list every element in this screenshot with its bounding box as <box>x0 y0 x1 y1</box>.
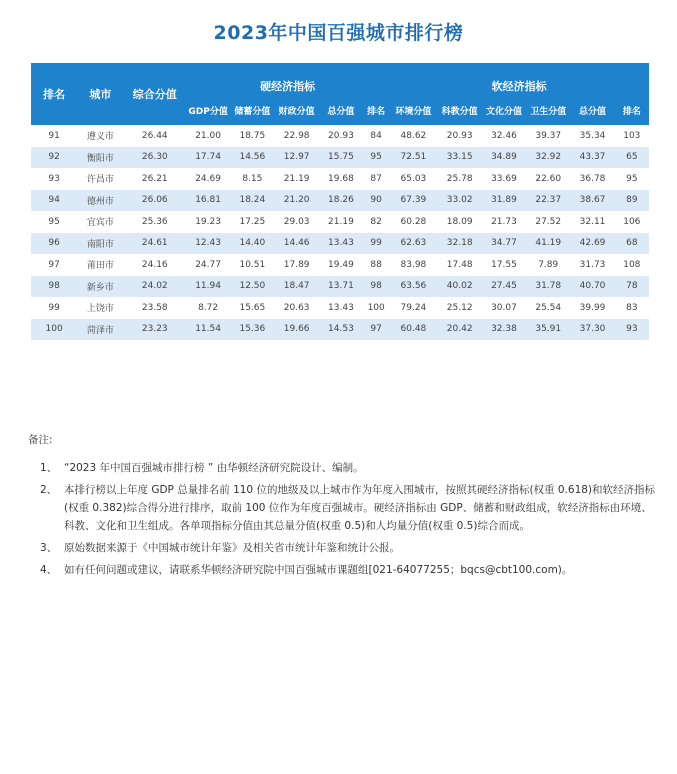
table-cell: 108 <box>615 254 649 276</box>
note-number: 1、 <box>40 462 58 474</box>
table-cell: 24.69 <box>186 168 230 190</box>
table-cell: 26.06 <box>124 190 186 212</box>
notes-title: 备注: <box>28 434 53 446</box>
table-cell: 78 <box>615 276 649 298</box>
table-cell: 32.38 <box>482 319 526 341</box>
table-cell: 14.40 <box>230 233 274 255</box>
header-soft-0: 环境分值 <box>389 95 437 125</box>
notes-section <box>28 432 658 583</box>
table-cell: 13.71 <box>319 276 363 298</box>
table-cell: 40.70 <box>570 276 614 298</box>
note-item <box>40 561 658 579</box>
table-cell: 衡阳市 <box>77 147 123 169</box>
table-cell: 79.24 <box>389 297 437 319</box>
table-cell: 39.37 <box>526 125 570 147</box>
table-cell: 34.89 <box>482 147 526 169</box>
table-cell: 35.91 <box>526 319 570 341</box>
header-hard-2: 财政分值 <box>275 95 319 125</box>
header-soft-group: 软经济指标 <box>389 63 649 95</box>
table-cell: 32.92 <box>526 147 570 169</box>
table-cell: 84 <box>363 125 389 147</box>
table-cell: 10.51 <box>230 254 274 276</box>
table-cell: 98 <box>31 276 77 298</box>
table-cell: 8.72 <box>186 297 230 319</box>
table-cell: 18.75 <box>230 125 274 147</box>
header-soft-4: 总分值 <box>570 95 614 125</box>
table-cell: 89 <box>615 190 649 212</box>
table-cell: 100 <box>363 297 389 319</box>
table-cell: 95 <box>615 168 649 190</box>
table-cell: 26.44 <box>124 125 186 147</box>
table-cell: 24.16 <box>124 254 186 276</box>
table-cell: 62.63 <box>389 233 437 255</box>
table-cell: 41.19 <box>526 233 570 255</box>
table-cell: 24.77 <box>186 254 230 276</box>
table-cell: 15.65 <box>230 297 274 319</box>
table-cell: 19.66 <box>275 319 319 341</box>
table-cell: 17.74 <box>186 147 230 169</box>
table-cell: 22.98 <box>275 125 319 147</box>
table-cell: 98 <box>363 276 389 298</box>
table-cell: 16.81 <box>186 190 230 212</box>
table-cell: 63.56 <box>389 276 437 298</box>
table-cell: 92 <box>31 147 77 169</box>
table-cell: 17.89 <box>275 254 319 276</box>
table-cell: 97 <box>363 319 389 341</box>
table-cell: 29.03 <box>275 211 319 233</box>
table-cell: 17.25 <box>230 211 274 233</box>
table-cell: 34.77 <box>482 233 526 255</box>
notes-list <box>28 459 658 579</box>
table-cell: 11.54 <box>186 319 230 341</box>
header-hard-3: 总分值 <box>319 95 363 125</box>
table-row <box>31 319 649 341</box>
table-cell: 93 <box>31 168 77 190</box>
table-cell: 40.02 <box>438 276 482 298</box>
table-cell: 莆田市 <box>77 254 123 276</box>
table-cell: 100 <box>31 319 77 341</box>
table-cell: 遵义市 <box>77 125 123 147</box>
table-cell: 42.69 <box>570 233 614 255</box>
table-cell: 18.09 <box>438 211 482 233</box>
table-cell: 95 <box>363 147 389 169</box>
table-cell: 38.67 <box>570 190 614 212</box>
table-cell: 31.73 <box>570 254 614 276</box>
table-cell: 15.75 <box>319 147 363 169</box>
table-cell: 12.43 <box>186 233 230 255</box>
header-hard-group: 硬经济指标 <box>186 63 389 95</box>
table-cell: 20.93 <box>319 125 363 147</box>
table-cell: 31.89 <box>482 190 526 212</box>
table-cell: 94 <box>31 190 77 212</box>
table-cell: 33.69 <box>482 168 526 190</box>
note-text: 原始数据来源于《中国城市统计年鉴》及相关省市统计年鉴和统计公报。 <box>64 542 400 554</box>
table-row <box>31 211 649 233</box>
table-cell: 22.37 <box>526 190 570 212</box>
table-row <box>31 254 649 276</box>
table-cell: 12.97 <box>275 147 319 169</box>
table-cell: 18.26 <box>319 190 363 212</box>
header-hard-4: 排名 <box>363 95 389 125</box>
table-cell: 上饶市 <box>77 297 123 319</box>
table-cell: 24.02 <box>124 276 186 298</box>
table-row <box>31 125 649 147</box>
table-cell: 18.24 <box>230 190 274 212</box>
header-soft-3: 卫生分值 <box>526 95 570 125</box>
table-cell: 7.89 <box>526 254 570 276</box>
table-row <box>31 147 649 169</box>
table-cell: 21.19 <box>319 211 363 233</box>
table-cell: 32.11 <box>570 211 614 233</box>
table-cell: 13.43 <box>319 233 363 255</box>
table-cell: 39.99 <box>570 297 614 319</box>
table-cell: 37.30 <box>570 319 614 341</box>
header-soft-1: 科教分值 <box>438 95 482 125</box>
table-cell: 97 <box>31 254 77 276</box>
table-cell: 19.68 <box>319 168 363 190</box>
table-cell: 48.62 <box>389 125 437 147</box>
table-cell: 14.56 <box>230 147 274 169</box>
table-cell: 新乡市 <box>77 276 123 298</box>
table-cell: 30.07 <box>482 297 526 319</box>
table-cell: 23.23 <box>124 319 186 341</box>
note-item <box>40 459 658 477</box>
note-text: “2023 年中国百强城市排行榜 ” 由华顿经济研究院设计、编制。 <box>64 462 364 474</box>
table-cell: 21.00 <box>186 125 230 147</box>
table-cell: 12.50 <box>230 276 274 298</box>
table-cell: 99 <box>31 297 77 319</box>
table-cell: 许昌市 <box>77 168 123 190</box>
table-cell: 91 <box>31 125 77 147</box>
table-cell: 93 <box>615 319 649 341</box>
table-cell: 23.58 <box>124 297 186 319</box>
table-cell: 33.15 <box>438 147 482 169</box>
note-number: 4、 <box>40 564 58 576</box>
table-cell: 27.45 <box>482 276 526 298</box>
table-row <box>31 168 649 190</box>
table-cell: 82 <box>363 211 389 233</box>
table-cell: 21.20 <box>275 190 319 212</box>
table-cell: 18.47 <box>275 276 319 298</box>
header-hard-1: 储蓄分值 <box>230 95 274 125</box>
table-cell: 35.34 <box>570 125 614 147</box>
header-rank: 排名 <box>31 63 77 125</box>
page-title: 2023年中国百强城市排行榜 <box>213 22 464 44</box>
table-cell: 103 <box>615 125 649 147</box>
table-cell: 26.21 <box>124 168 186 190</box>
table-cell: 60.48 <box>389 319 437 341</box>
table-cell: 83 <box>615 297 649 319</box>
table-row <box>31 233 649 255</box>
table-cell: 17.55 <box>482 254 526 276</box>
note-number: 2、 <box>40 484 58 496</box>
table-cell: 20.93 <box>438 125 482 147</box>
table-cell: 106 <box>615 211 649 233</box>
table-cell: 20.42 <box>438 319 482 341</box>
table-cell: 德州市 <box>77 190 123 212</box>
table-cell: 25.78 <box>438 168 482 190</box>
table-cell: 65 <box>615 147 649 169</box>
header-city: 城市 <box>77 63 123 125</box>
table-cell: 88 <box>363 254 389 276</box>
note-item <box>40 539 658 557</box>
ranking-table <box>31 63 649 340</box>
table-row <box>31 190 649 212</box>
table-cell: 26.30 <box>124 147 186 169</box>
note-item <box>40 481 658 535</box>
table-cell: 南阳市 <box>77 233 123 255</box>
table-row <box>31 276 649 298</box>
table-cell: 14.53 <box>319 319 363 341</box>
table-cell: 宜宾市 <box>77 211 123 233</box>
table-cell: 19.49 <box>319 254 363 276</box>
table-cell: 22.60 <box>526 168 570 190</box>
table-cell: 32.18 <box>438 233 482 255</box>
header-soft-2: 文化分值 <box>482 95 526 125</box>
table-cell: 21.19 <box>275 168 319 190</box>
header-soft-5: 排名 <box>615 95 649 125</box>
table-cell: 21.73 <box>482 211 526 233</box>
table-cell: 72.51 <box>389 147 437 169</box>
table-cell: 17.48 <box>438 254 482 276</box>
table-cell: 31.78 <box>526 276 570 298</box>
table-row <box>31 297 649 319</box>
table-cell: 15.36 <box>230 319 274 341</box>
header-hard-0: GDP分值 <box>186 95 230 125</box>
table-cell: 65.03 <box>389 168 437 190</box>
table-cell: 14.46 <box>275 233 319 255</box>
table-cell: 36.78 <box>570 168 614 190</box>
table-cell: 43.37 <box>570 147 614 169</box>
table-cell: 25.36 <box>124 211 186 233</box>
table-cell: 20.63 <box>275 297 319 319</box>
table-cell: 68 <box>615 233 649 255</box>
table-cell: 67.39 <box>389 190 437 212</box>
table-cell: 13.43 <box>319 297 363 319</box>
table-cell: 87 <box>363 168 389 190</box>
table-cell: 33.02 <box>438 190 482 212</box>
table-cell: 83.98 <box>389 254 437 276</box>
table-cell: 60.28 <box>389 211 437 233</box>
table-cell: 32.46 <box>482 125 526 147</box>
table-cell: 25.12 <box>438 297 482 319</box>
table-cell: 90 <box>363 190 389 212</box>
table-cell: 11.94 <box>186 276 230 298</box>
table-cell: 8.15 <box>230 168 274 190</box>
table-cell: 95 <box>31 211 77 233</box>
note-text: 本排行榜以上年度 GDP 总量排名前 110 位的地级及以上城市作为年度入围城市，按照其硬经济指标(权重 0.618)和软经济指标(权重 0.382)综合得分进行排序，取前 100 位作为年度百强城市。硬经济指标由 GDP、储蓄和财政组成，软经济指标由环境、科教、文化和卫生组成。各单项指标分值由其总量分值(权重 0.5)和人均量分值(权重 0.5)综合而成。 <box>64 484 656 532</box>
table-cell: 19.23 <box>186 211 230 233</box>
table-cell: 96 <box>31 233 77 255</box>
table-cell: 27.52 <box>526 211 570 233</box>
table-cell: 24.61 <box>124 233 186 255</box>
header-score: 综合分值 <box>124 63 186 125</box>
note-number: 3、 <box>40 542 58 554</box>
note-text: 如有任何问题或建议，请联系华顿经济研究院中国百强城市课题组[021-64077255；bqcs@cbt100.com)。 <box>64 564 573 576</box>
table-cell: 25.54 <box>526 297 570 319</box>
table-cell: 菏泽市 <box>77 319 123 341</box>
table-cell: 99 <box>363 233 389 255</box>
